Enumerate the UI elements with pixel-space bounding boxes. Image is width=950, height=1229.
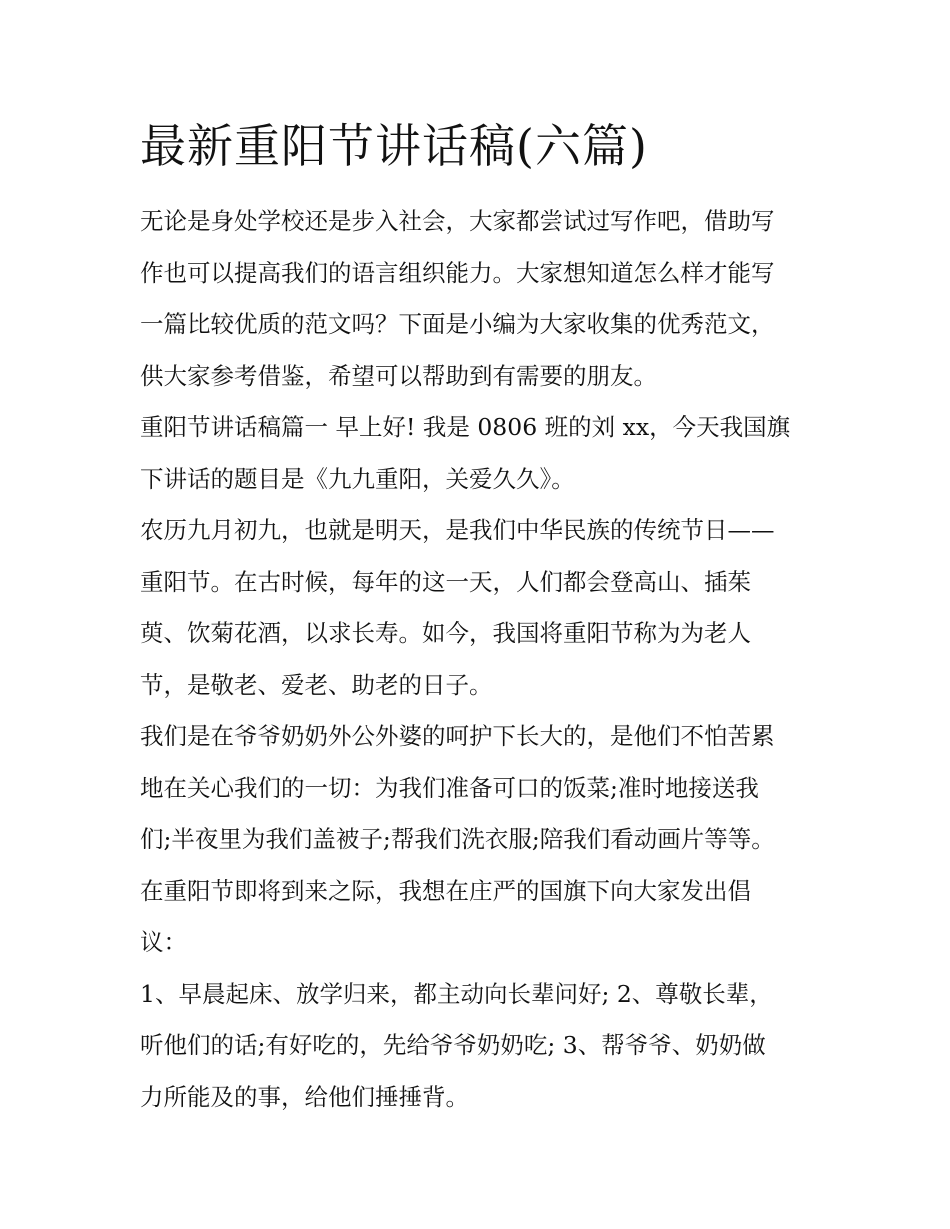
paragraph-line: 节，是敬老、爱老、助老的日子。: [140, 670, 493, 699]
document-page: [140, 112, 820, 1123]
paragraph-speech-opening: [140, 402, 820, 505]
paragraph-line: 农历九月初九，也就是明天，是我们中华民族的传统节日——: [140, 516, 775, 544]
paragraph-line: 力所能及的事，给他们捶捶背。: [140, 1082, 469, 1111]
paragraph-line: 在重阳节即将到来之际，我想在庄严的国旗下向大家发出倡: [140, 876, 751, 905]
document-title: 最新重阳节讲话稿(六篇): [140, 119, 648, 173]
paragraph-festival-history: [140, 505, 820, 711]
paragraph-line: 作也可以提高我们的语言组织能力。大家想知道怎么样才能写: [140, 258, 775, 287]
paragraph-line: 们;半夜里为我们盖被子;帮我们洗衣服;陪我们看动画片等等。: [140, 825, 775, 853]
paragraph-line: 一篇比较优质的范文吗？下面是小编为大家收集的优秀范文，: [140, 310, 775, 338]
paragraph-grandparents-care: [140, 711, 820, 969]
paragraph-proposals: [140, 969, 820, 1124]
paragraph-line: 1、早晨起床、放学归来，都主动向长辈问好; 2、尊敬长辈，: [140, 979, 773, 1008]
paragraph-line: 萸、饮菊花酒，以求长寿。如今，我国将重阳节称为为老人: [140, 619, 751, 647]
paragraph-intro: [140, 196, 820, 402]
paragraph-line: 无论是身处学校还是步入社会，大家都尝试过写作吧，借助写: [140, 207, 775, 235]
paragraph-line: 重阳节。在古时候，每年的这一天，人们都会登高山、插茱: [140, 567, 751, 596]
paragraph-line: 供大家参考借鉴，希望可以帮助到有需要的朋友。: [140, 361, 657, 390]
paragraph-line: 重阳节讲话稿篇一 早上好! 我是 0806 班的刘 xx，今天我国旗: [140, 413, 791, 441]
paragraph-line: 议：: [140, 928, 187, 956]
paragraph-line: 听他们的话;有好吃的，先给爷爷奶奶吃; 3、帮爷爷、奶奶做: [140, 1031, 766, 1059]
paragraph-line: 地在关心我们的一切：为我们准备可口的饭菜;准时地接送我: [140, 773, 759, 802]
paragraph-line: 下讲话的题目是《九九重阳，关爱久久》。: [140, 464, 575, 493]
paragraph-line: 我们是在爷爷奶奶外公外婆的呵护下长大的，是他们不怕苦累: [140, 722, 775, 750]
